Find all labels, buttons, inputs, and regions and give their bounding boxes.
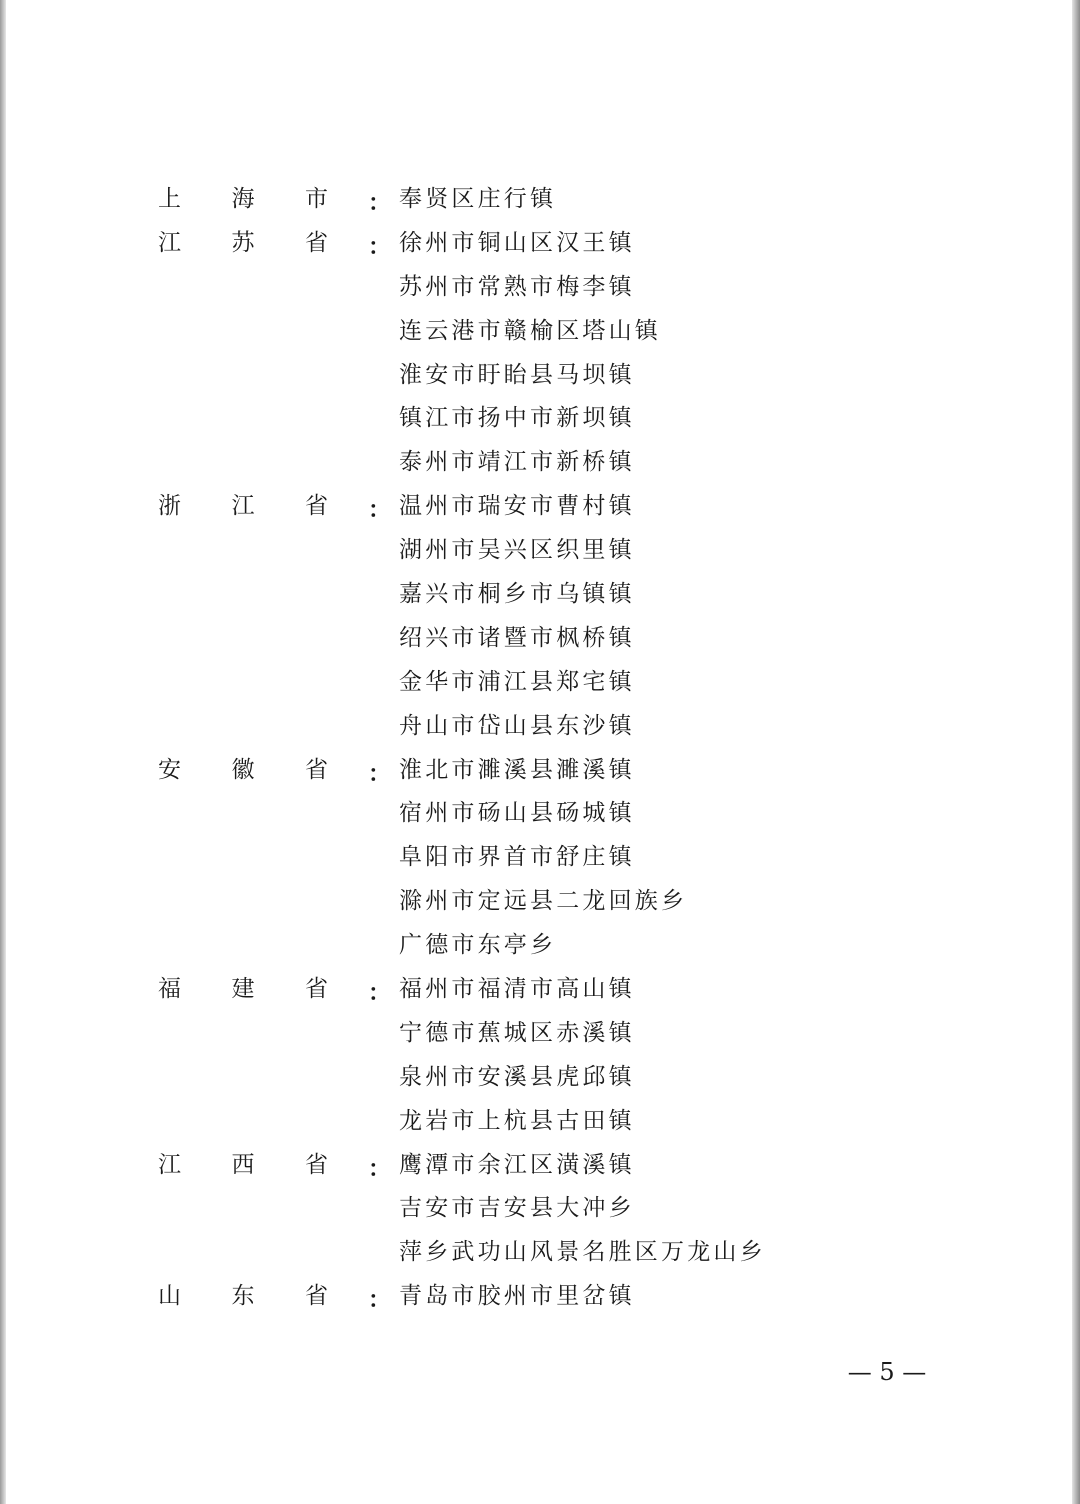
town-name: 淮北市濉溪县濉溪镇 xyxy=(399,756,635,783)
town-entry-row xyxy=(158,266,958,310)
town-name: 龙岩市上杭县古田镇 xyxy=(399,1107,635,1134)
town-name: 苏州市常熟市梅李镇 xyxy=(399,273,635,300)
town-name: 青岛市胶州市里岔镇 xyxy=(399,1283,635,1310)
town-name: 泰州市靖江市新桥镇 xyxy=(399,449,635,476)
town-name: 连云港市赣榆区塔山镇 xyxy=(399,317,661,344)
town-entry-row xyxy=(158,1012,958,1056)
town-name: 滁州市定远县二龙回族乡 xyxy=(399,888,688,915)
town-name: 阜阳市界首市舒庄镇 xyxy=(399,844,635,871)
province-colon: ： xyxy=(368,1286,391,1314)
town-name: 吉安市吉安县大冲乡 xyxy=(399,1195,635,1222)
town-name: 宁德市蕉城区赤溪镇 xyxy=(399,1019,635,1046)
town-entry-row xyxy=(158,1100,958,1144)
province-entry-row xyxy=(158,1275,958,1319)
town-entry-row xyxy=(158,310,958,354)
province-name: 安 徽 省 xyxy=(158,756,328,783)
town-name: 宿州市砀山县砀城镇 xyxy=(399,800,635,827)
town-entry-row xyxy=(158,617,958,661)
town-name: 湖州市吴兴区织里镇 xyxy=(399,537,635,564)
town-name: 奉贤区庄行镇 xyxy=(399,186,557,212)
province-name: 福 建 省 xyxy=(158,976,328,1003)
town-name: 嘉兴市桐乡市乌镇镇 xyxy=(399,581,635,608)
town-name: 绍兴市诸暨市枫桥镇 xyxy=(399,624,635,651)
province-entry-row xyxy=(158,222,958,266)
town-name: 萍乡武功山风景名胜区万龙山乡 xyxy=(399,1239,766,1266)
town-name: 广德市东亭乡 xyxy=(399,932,557,959)
province-colon: ： xyxy=(368,189,391,216)
province-entry-row xyxy=(158,485,958,529)
town-name: 金华市浦江县郑宅镇 xyxy=(399,668,635,695)
province-name: 浙 江 省 xyxy=(158,493,328,520)
province-name: 江 苏 省 xyxy=(158,229,328,256)
town-name: 福州市福清市高山镇 xyxy=(399,976,635,1003)
province-colon: ： xyxy=(368,979,391,1007)
town-entry-row xyxy=(158,354,958,398)
town-entry-row xyxy=(158,836,958,880)
town-entry-row xyxy=(158,573,958,617)
page-edge-right xyxy=(1072,0,1080,1504)
province-colon: ： xyxy=(368,759,391,787)
province-colon: ： xyxy=(368,232,391,260)
province-name: 山 东 省 xyxy=(158,1283,328,1310)
town-name: 淮安市盱眙县马坝镇 xyxy=(399,361,635,388)
town-name: 舟山市岱山县东沙镇 xyxy=(399,712,635,739)
province-entry-row xyxy=(158,178,958,222)
page-number: — 5 — xyxy=(847,1358,927,1386)
province-entry-row xyxy=(158,968,958,1012)
town-entry-row xyxy=(158,661,958,705)
province-colon: ： xyxy=(368,1154,391,1182)
town-name: 镇江市扬中市新坝镇 xyxy=(399,405,635,432)
town-entry-row xyxy=(158,1056,958,1100)
province-name: 上 海 市 xyxy=(158,186,328,212)
town-entry-row xyxy=(158,397,958,441)
province-entry-row xyxy=(158,1144,958,1188)
town-name: 泉州市安溪县虎邱镇 xyxy=(399,1063,635,1090)
town-entry-row xyxy=(158,1187,958,1231)
town-name: 温州市瑞安市曹村镇 xyxy=(399,493,635,520)
province-entry-row xyxy=(158,749,958,793)
town-entry-row xyxy=(158,441,958,485)
town-entry-row xyxy=(158,1231,958,1275)
town-entry-row xyxy=(158,924,958,968)
town-entry-row xyxy=(158,529,958,573)
town-name: 徐州市铜山区汉王镇 xyxy=(399,229,635,256)
town-entry-row xyxy=(158,792,958,836)
province-colon: ： xyxy=(368,496,391,524)
town-entry-row xyxy=(158,880,958,924)
town-entry-row xyxy=(158,705,958,749)
province-name: 江 西 省 xyxy=(158,1151,328,1178)
town-name: 鹰潭市余江区潢溪镇 xyxy=(399,1151,635,1178)
document-page xyxy=(6,0,1072,1504)
town-list xyxy=(158,178,958,1319)
